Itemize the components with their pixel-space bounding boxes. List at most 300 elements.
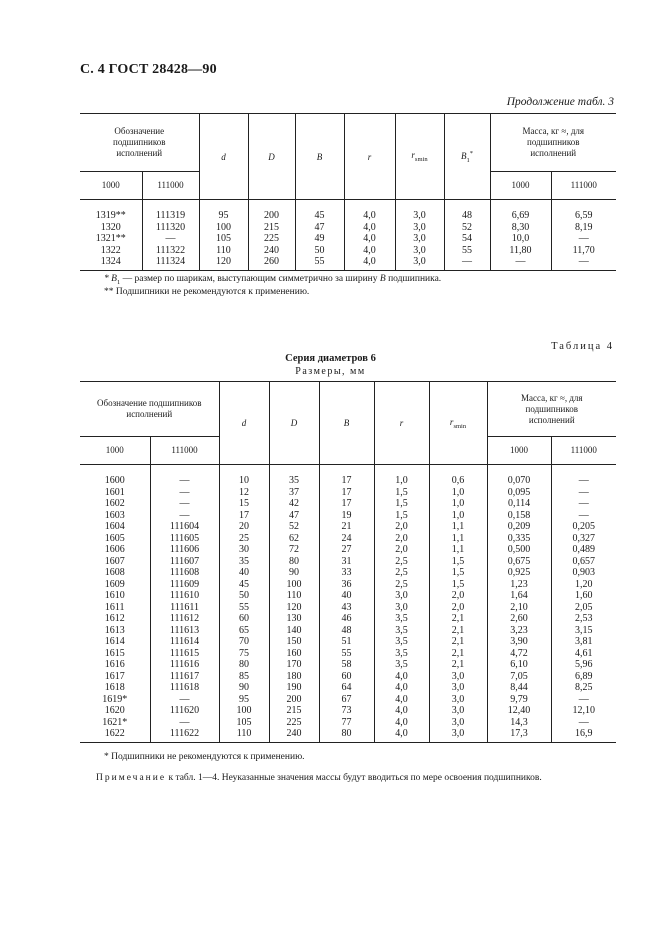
table-cell: 45 [295, 200, 344, 222]
table-cell: 215 [269, 705, 319, 717]
table-row [80, 510, 616, 522]
table-cell: 1622 [80, 728, 150, 742]
table4-label: Таблица 4 [551, 341, 614, 352]
t4-col-B-header: B [319, 382, 374, 465]
table-cell: — [551, 694, 616, 706]
mass-sub-header-111000: 111000 [551, 172, 616, 200]
table-cell: 2,5 [374, 579, 429, 591]
table-cell: 1619* [102, 693, 128, 705]
table-cell: 45 [219, 579, 269, 591]
table4 [80, 381, 616, 743]
table-cell: 1,5 [429, 556, 487, 568]
table-row [80, 659, 616, 671]
table-cell: 1600 [104, 475, 125, 486]
table-cell: 54 [444, 233, 490, 245]
table-cell: 6,89 [551, 671, 616, 683]
table-row [80, 613, 616, 625]
table-cell: 1605 [104, 532, 125, 544]
table4-note: * Подшипники не рекомендуются к применению. [104, 752, 305, 762]
table-cell: 225 [269, 717, 319, 729]
table-cell: 111614 [150, 636, 219, 648]
table-row [80, 487, 616, 499]
table-cell: 0,500 [487, 544, 551, 556]
table-cell: 1321** [95, 233, 126, 244]
table-cell: 1,20 [551, 579, 616, 591]
table-cell: 0,095 [487, 487, 551, 499]
table-cell: 10 [219, 465, 269, 487]
table-cell: 3,0 [395, 222, 444, 234]
table-cell: 20 [219, 521, 269, 533]
table-cell: 35 [219, 556, 269, 568]
table-cell: 1610 [104, 590, 125, 601]
table-cell: 4,0 [344, 222, 395, 234]
col-B-header: B [295, 114, 344, 200]
table-cell: 60 [319, 671, 374, 683]
table-cell: 73 [319, 705, 374, 717]
mass-sub-header-1000: 1000 [490, 172, 551, 200]
table-cell: 2,05 [551, 602, 616, 614]
table-cell: 25 [219, 533, 269, 545]
table-cell: 200 [248, 200, 295, 222]
table-cell: — [551, 256, 616, 270]
table-cell: 64 [319, 682, 374, 694]
table3-continuation-label: Продолжение табл. 3 [506, 96, 614, 108]
table-cell: 0,205 [551, 521, 616, 533]
table-cell: 100 [199, 222, 248, 234]
t4-mass-header: Масса, кг ≈, для подшипников исполнений [487, 382, 616, 437]
table-cell: 2,0 [429, 590, 487, 602]
table-cell: 111320 [142, 222, 199, 234]
table-cell: 110 [199, 245, 248, 257]
table-cell: 111324 [142, 256, 199, 270]
table-cell: 3,15 [551, 625, 616, 637]
table-cell: 111604 [150, 521, 219, 533]
table-cell: — [551, 487, 616, 499]
table-cell: 3,90 [487, 636, 551, 648]
table-cell: 3,0 [429, 728, 487, 742]
table-cell: 67 [319, 694, 374, 706]
table-cell: 47 [269, 510, 319, 522]
table3 [80, 113, 616, 271]
table-cell: 0,209 [487, 521, 551, 533]
table-cell: 1,23 [487, 579, 551, 591]
table-cell: 17 [219, 510, 269, 522]
table-row [80, 521, 616, 533]
col-d-header: d [199, 114, 248, 200]
table-cell: 1618 [104, 682, 125, 693]
table-cell: 21 [319, 521, 374, 533]
table-cell: 111617 [150, 671, 219, 683]
table-row [80, 245, 616, 257]
table-cell: 80 [319, 728, 374, 742]
table-cell: 35 [269, 465, 319, 487]
table-cell: 48 [444, 200, 490, 222]
t4-sub-header-1000: 1000 [80, 437, 150, 465]
table-cell: 100 [219, 705, 269, 717]
table-cell: 0,925 [487, 567, 551, 579]
table-cell: 1,60 [551, 590, 616, 602]
table-cell: 80 [219, 659, 269, 671]
table-cell: 3,5 [374, 613, 429, 625]
table-row [80, 728, 616, 742]
table-cell: 6,10 [487, 659, 551, 671]
table-cell: 3,0 [429, 682, 487, 694]
table-cell: 4,0 [374, 728, 429, 742]
table-cell: 1,1 [429, 533, 487, 545]
table-cell: 111319 [142, 200, 199, 222]
table-cell: 240 [248, 245, 295, 257]
table-cell: 111616 [150, 659, 219, 671]
table-row [80, 579, 616, 591]
table-cell: 1,0 [374, 465, 429, 487]
table-cell: 2,60 [487, 613, 551, 625]
table3-note-2: ** Подшипники не рекомендуются к применению. [104, 287, 310, 297]
table-row [80, 200, 616, 222]
mass-header: Масса, кг ≈, для подшипников исполнений [490, 114, 616, 172]
table-cell: 4,0 [344, 256, 395, 270]
table-cell: 1602 [104, 498, 125, 509]
table-cell: 48 [319, 625, 374, 637]
table-cell: 4,0 [374, 682, 429, 694]
table-cell: 1322 [100, 244, 121, 256]
table-cell: 7,05 [487, 671, 551, 683]
table-cell: 105 [199, 233, 248, 245]
final-note: Примечание к табл. 1—4. Неуказанные значения массы будут вводиться по мере освоения подшипников. [96, 773, 542, 783]
table-cell: 17 [319, 487, 374, 499]
table-cell: 11,80 [490, 245, 551, 257]
table-cell: 1,0 [429, 487, 487, 499]
table-cell: 111605 [150, 533, 219, 545]
table-row [80, 590, 616, 602]
table-cell: 2,10 [487, 602, 551, 614]
table-cell: 1612 [104, 613, 125, 624]
t4-mass-sub-header-1000: 1000 [487, 437, 551, 465]
table-row [80, 705, 616, 717]
table-cell: 3,0 [374, 590, 429, 602]
table-cell: 15 [219, 498, 269, 510]
table-row [80, 233, 616, 245]
table-cell: 24 [319, 533, 374, 545]
table-cell: 8,30 [490, 222, 551, 234]
table-row [80, 567, 616, 579]
col-rsmin-header: $r_{smin}$ [395, 114, 444, 200]
table-cell: — [150, 498, 219, 510]
table-cell: 111622 [150, 728, 219, 742]
table-row [80, 625, 616, 637]
table-cell: 130 [269, 613, 319, 625]
table-cell: 110 [269, 590, 319, 602]
table-cell: 200 [269, 694, 319, 706]
table-cell: 120 [199, 256, 248, 270]
table-cell: 111620 [150, 705, 219, 717]
table-cell: 43 [319, 602, 374, 614]
table-cell: 1,5 [429, 579, 487, 591]
table-cell: 1,5 [374, 487, 429, 499]
table-cell: 215 [248, 222, 295, 234]
table-cell: 3,0 [429, 705, 487, 717]
table-row [80, 544, 616, 556]
table-cell: 225 [248, 233, 295, 245]
page-header: С. 4 ГОСТ 28428—90 [80, 62, 217, 77]
table-cell: 111608 [150, 567, 219, 579]
table-cell: 42 [269, 498, 319, 510]
table-cell: 49 [295, 233, 344, 245]
table-cell: 85 [219, 671, 269, 683]
table-row [80, 671, 616, 683]
table-cell: 190 [269, 682, 319, 694]
table-cell: 17 [319, 465, 374, 487]
table-cell: 3,5 [374, 648, 429, 660]
table-cell: 77 [319, 717, 374, 729]
table-cell: 17 [319, 498, 374, 510]
table-cell: 111322 [142, 245, 199, 257]
table-cell: 1601 [104, 486, 125, 498]
table-cell: 4,0 [374, 705, 429, 717]
table-cell: — [490, 256, 551, 270]
table-cell: 4,0 [344, 200, 395, 222]
table-cell: 0,070 [487, 465, 551, 487]
table-cell: 12,40 [487, 705, 551, 717]
table-cell: 46 [319, 613, 374, 625]
table-cell: 6,69 [490, 200, 551, 222]
table-cell: — [142, 233, 199, 245]
table-cell: 1324 [80, 256, 142, 270]
table-cell: 105 [219, 717, 269, 729]
table-cell: 2,1 [429, 648, 487, 660]
table-cell: 2,0 [374, 533, 429, 545]
table-cell: — [551, 498, 616, 510]
table-cell: 1617 [104, 670, 125, 682]
table-cell: 150 [269, 636, 319, 648]
table-cell: 27 [319, 544, 374, 556]
table-cell: 3,0 [429, 671, 487, 683]
table-cell: 3,5 [374, 659, 429, 671]
table-cell: 3,5 [374, 625, 429, 637]
table-cell: 40 [219, 567, 269, 579]
table-cell: 1,5 [429, 567, 487, 579]
table-cell: 1614 [104, 636, 125, 647]
table-cell: 1607 [104, 555, 125, 567]
table-cell: 62 [269, 533, 319, 545]
table-cell: 95 [219, 694, 269, 706]
table-cell: 2,1 [429, 659, 487, 671]
table-cell: 55 [319, 648, 374, 660]
col-r-header: r [344, 114, 395, 200]
table-row [80, 648, 616, 660]
table-cell: 2,0 [429, 602, 487, 614]
table-cell: 0,657 [551, 556, 616, 568]
table-cell: 14,3 [487, 717, 551, 729]
table-cell: 3,0 [395, 200, 444, 222]
table-cell: 111607 [150, 556, 219, 568]
table-cell: 3,0 [429, 717, 487, 729]
table-cell: — [551, 465, 616, 487]
table-row [80, 636, 616, 648]
table-cell: 8,25 [551, 682, 616, 694]
table-cell: 4,61 [551, 648, 616, 660]
table-row [80, 694, 616, 706]
table-cell: 2,1 [429, 613, 487, 625]
table-cell: 1606 [104, 544, 125, 555]
table-cell: 1319** [95, 210, 126, 221]
table-cell: 180 [269, 671, 319, 683]
table-cell: 0,6 [429, 465, 487, 487]
table-cell: 72 [269, 544, 319, 556]
table-row [80, 602, 616, 614]
table-cell: 111610 [150, 590, 219, 602]
table-cell: 55 [295, 256, 344, 270]
table-row [80, 717, 616, 729]
table-cell: 1616 [104, 659, 125, 670]
t4-col-rsmin-header: $r_{smin}$ [429, 382, 487, 465]
table-cell: 1608 [104, 567, 125, 578]
table-cell: 0,114 [487, 498, 551, 510]
table-cell: — [150, 717, 219, 729]
table-cell: 50 [295, 245, 344, 257]
table-cell: 1611 [104, 601, 125, 613]
table-cell: 260 [248, 256, 295, 270]
table-row [80, 498, 616, 510]
table-cell: 12,10 [551, 705, 616, 717]
table-cell: 1603 [104, 509, 125, 521]
table-cell: 60 [219, 613, 269, 625]
table-cell: 140 [269, 625, 319, 637]
table-cell: 10,0 [490, 233, 551, 245]
table-cell: 4,0 [374, 671, 429, 683]
table-cell: 4,0 [374, 717, 429, 729]
table-cell: 111606 [150, 544, 219, 556]
table-cell: — [150, 510, 219, 522]
table-cell: — [551, 233, 616, 245]
table-cell: 1613 [104, 624, 125, 636]
col-D-header: D [248, 114, 295, 200]
table-cell: — [551, 510, 616, 522]
table-cell: 3,81 [551, 636, 616, 648]
table-cell: 120 [269, 602, 319, 614]
designation-header: Обозначение подшипников исполнений [80, 114, 199, 172]
table-cell: 0,327 [551, 533, 616, 545]
table-cell: 52 [444, 222, 490, 234]
table-cell: — [150, 694, 219, 706]
table4-subtitle: Размеры, мм [295, 366, 366, 377]
table-cell: 1320 [100, 221, 121, 233]
table-cell: 95 [199, 200, 248, 222]
table-cell: 90 [219, 682, 269, 694]
table-cell: 52 [269, 521, 319, 533]
table-cell: 3,0 [374, 602, 429, 614]
table-row [80, 556, 616, 568]
table-cell: 16,9 [551, 728, 616, 742]
table-cell: 55 [219, 602, 269, 614]
table-cell: 4,72 [487, 648, 551, 660]
table-cell: 31 [319, 556, 374, 568]
table-cell: 70 [219, 636, 269, 648]
table-cell: 37 [269, 487, 319, 499]
sub-header-111000: 111000 [142, 172, 199, 200]
table-cell: 3,0 [395, 233, 444, 245]
table-cell: 3,0 [429, 694, 487, 706]
table-row [80, 222, 616, 234]
table-cell: 1,5 [374, 510, 429, 522]
table-cell: 12 [219, 487, 269, 499]
table-cell: 2,0 [374, 544, 429, 556]
table-cell: 3,0 [395, 256, 444, 270]
table-cell: 111609 [150, 579, 219, 591]
table-cell: 5,96 [551, 659, 616, 671]
t4-sub-header-111000: 111000 [150, 437, 219, 465]
table-cell: — [551, 717, 616, 729]
table-cell: 3,0 [395, 245, 444, 257]
table-cell: 11,70 [551, 245, 616, 257]
table-cell: 2,5 [374, 567, 429, 579]
table-cell: 1,0 [429, 510, 487, 522]
table-cell: — [444, 256, 490, 270]
table-cell: 160 [269, 648, 319, 660]
table-row [80, 682, 616, 694]
t4-col-d-header: d [219, 382, 269, 465]
table-cell: 65 [219, 625, 269, 637]
table-cell: 19 [319, 510, 374, 522]
table-cell: 75 [219, 648, 269, 660]
table-cell: 6,59 [551, 200, 616, 222]
table-cell: 36 [319, 579, 374, 591]
table-cell: 110 [219, 728, 269, 742]
table-cell: 111615 [150, 648, 219, 660]
table-cell: 0,489 [551, 544, 616, 556]
table-cell: 111613 [150, 625, 219, 637]
table-cell: 33 [319, 567, 374, 579]
table-cell: 1,1 [429, 544, 487, 556]
table-cell: 17,3 [487, 728, 551, 742]
table-cell: 2,1 [429, 636, 487, 648]
table-row [80, 256, 616, 270]
table-cell: 111618 [150, 682, 219, 694]
table-cell: 80 [269, 556, 319, 568]
table-cell: 0,335 [487, 533, 551, 545]
table-cell: 240 [269, 728, 319, 742]
table-cell: 40 [319, 590, 374, 602]
table-cell: 100 [269, 579, 319, 591]
table-cell: — [150, 487, 219, 499]
table-cell: 0,158 [487, 510, 551, 522]
table-cell: 1,64 [487, 590, 551, 602]
table-cell: 3,5 [374, 636, 429, 648]
table-cell: 170 [269, 659, 319, 671]
table-cell: 30 [219, 544, 269, 556]
table-cell: 1609 [104, 578, 125, 590]
sub-header-1000: 1000 [80, 172, 142, 200]
t4-col-r-header: r [374, 382, 429, 465]
table-cell: 0,675 [487, 556, 551, 568]
t4-mass-sub-header-111000: 111000 [551, 437, 616, 465]
table-cell: 4,0 [344, 233, 395, 245]
table-cell: 51 [319, 636, 374, 648]
table-cell: 3,23 [487, 625, 551, 637]
table-cell: 1,1 [429, 521, 487, 533]
table3-note-1: * $B_1$ — размер по шарикам, выступающим симметрично за ширину B подшипника. [104, 274, 442, 286]
t4-col-D-header: D [269, 382, 319, 465]
table-cell: 0,903 [551, 567, 616, 579]
t4-designation-header: Обозначение подшипников исполнений [80, 382, 219, 437]
table-cell: — [150, 465, 219, 487]
table-cell: 2,0 [374, 521, 429, 533]
table-row [80, 533, 616, 545]
table-cell: 1620 [104, 705, 125, 716]
table-cell: 1615 [104, 647, 125, 659]
table-cell: 58 [319, 659, 374, 671]
table-cell: 2,1 [429, 625, 487, 637]
table-cell: 1604 [104, 521, 125, 532]
